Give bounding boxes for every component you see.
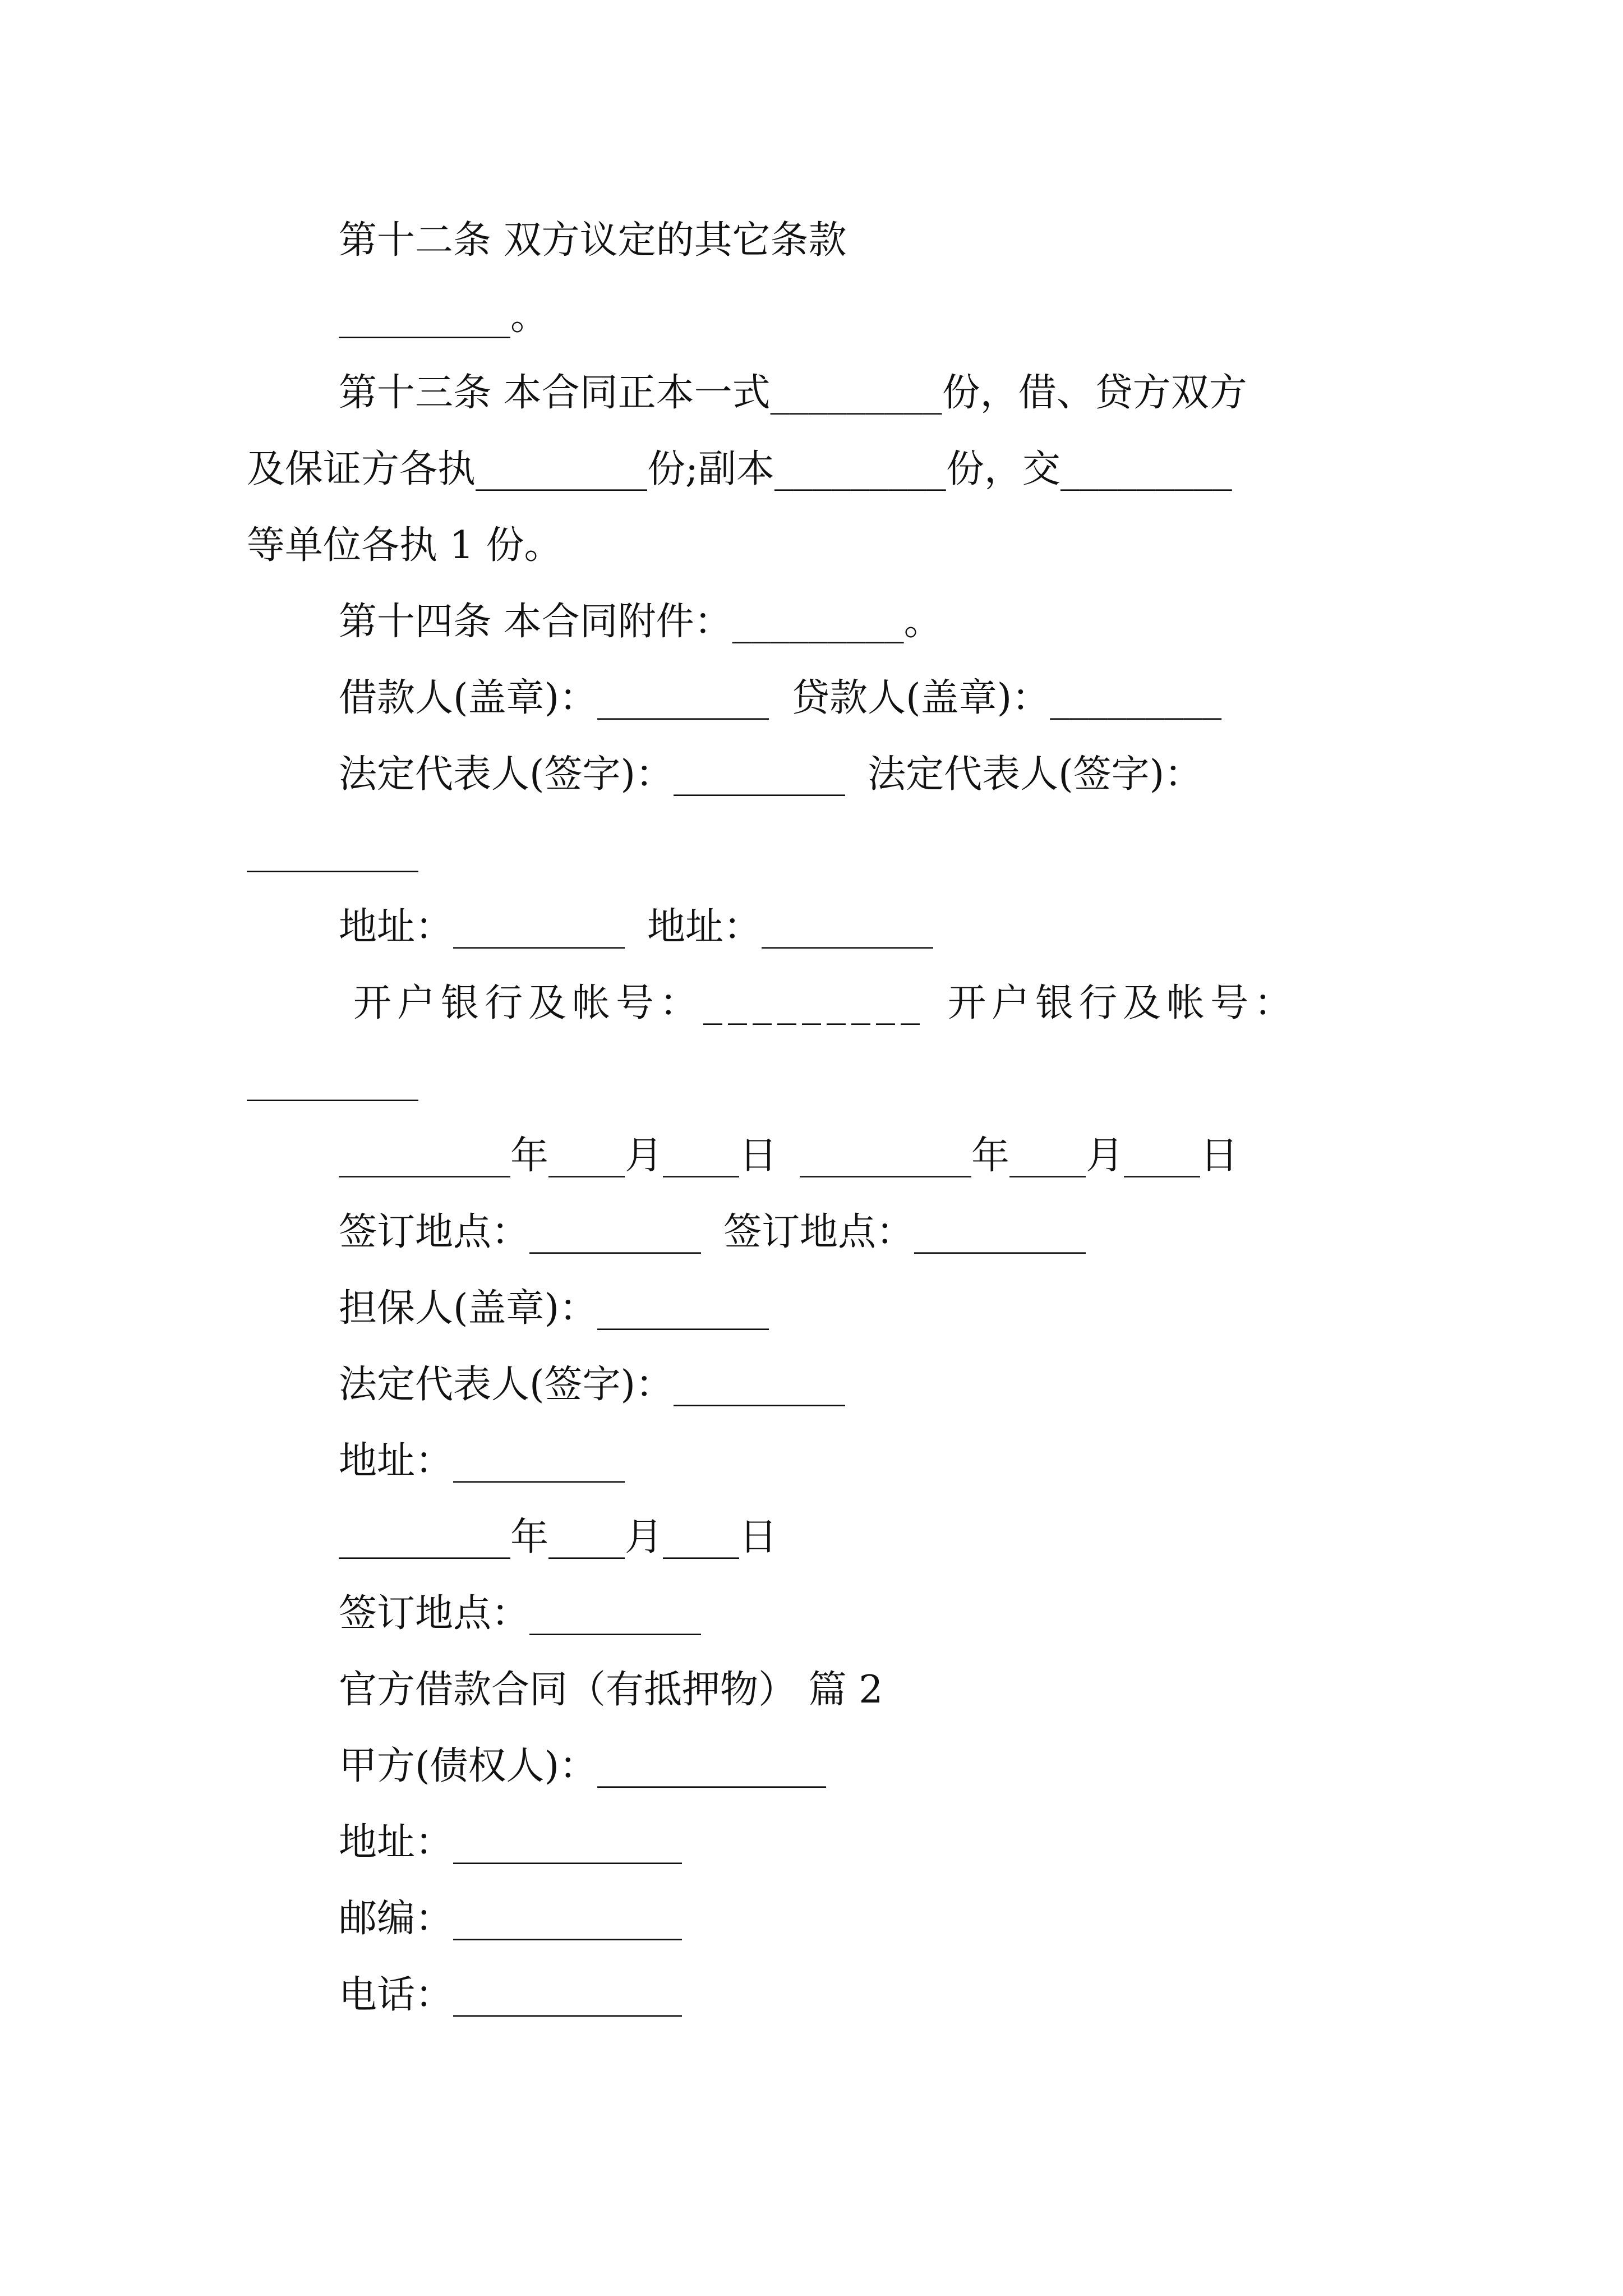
borrower-seal: 借款人(盖章)：_________ xyxy=(339,676,769,720)
contract-2-phone: 电话：____________ xyxy=(339,1973,683,2017)
lender-seal: 贷款人(盖章)：_________ xyxy=(791,676,1222,720)
contract-2-address: 地址：____________ xyxy=(339,1820,683,1865)
article-13-line-1 xyxy=(339,368,1383,418)
article-14-line: 第十四条 本合同附件：_________。 xyxy=(339,600,942,644)
guarantor-address: 地址：_________ xyxy=(339,1439,625,1483)
legal-rep-left: 法定代表人(签字)：_________ xyxy=(339,752,846,797)
article-13-line-2: 及保证方各执_________份;副本_________份，交_________ xyxy=(247,447,1232,491)
contract-2-party-a: 甲方(债权人)：____________ xyxy=(339,1744,827,1788)
contract-2-title: 官方借款合同（有抵押物） 篇 2 xyxy=(339,1668,883,1712)
signature-row-seal xyxy=(339,673,1221,724)
article-13-line-1-text: 第十三条 本合同正本一式_________份，借、贷方双方 xyxy=(339,371,1247,415)
bank-right-blank: _________ xyxy=(247,1057,418,1102)
sign-place-right: 签订地点：_________ xyxy=(723,1210,1086,1254)
date-left: _________年____月____日 xyxy=(339,1134,778,1178)
guarantor-seal: 担保人(盖章)：_________ xyxy=(339,1286,769,1331)
signature-row-sign-place xyxy=(339,1207,1086,1258)
date-right: _________年____月____日 xyxy=(800,1134,1239,1178)
address-right: 地址：_________ xyxy=(647,905,934,949)
bank-right: 开户银行及帐号： xyxy=(948,981,1298,1025)
legal-rep-right-blank: _________ xyxy=(247,829,418,873)
guarantor-legal-rep: 法定代表人(签字)：_________ xyxy=(339,1363,846,1407)
signature-row-date xyxy=(339,1131,1238,1181)
article-12-blank: _________。 xyxy=(339,295,549,339)
guarantor-date: _________年____月____日 xyxy=(339,1515,778,1559)
legal-rep-right: 法定代表人(签字)： xyxy=(868,752,1203,797)
signature-row-legal-rep xyxy=(339,749,1202,800)
guarantor-sign-place: 签订地点：_________ xyxy=(339,1591,702,1636)
signature-row-bank xyxy=(353,978,1298,1029)
address-left: 地址：_________ xyxy=(339,905,625,949)
signature-row-address xyxy=(339,902,933,953)
article-13-line-3: 等单位各执 1 份。 xyxy=(247,523,562,568)
sign-place-left: 签订地点：_________ xyxy=(339,1210,702,1254)
article-12-heading: 第十二条 双方议定的其它条款 xyxy=(339,218,847,263)
bank-left: 开户银行及帐号：_________ xyxy=(353,981,926,1025)
contract-2-postcode: 邮编：____________ xyxy=(339,1897,683,1941)
